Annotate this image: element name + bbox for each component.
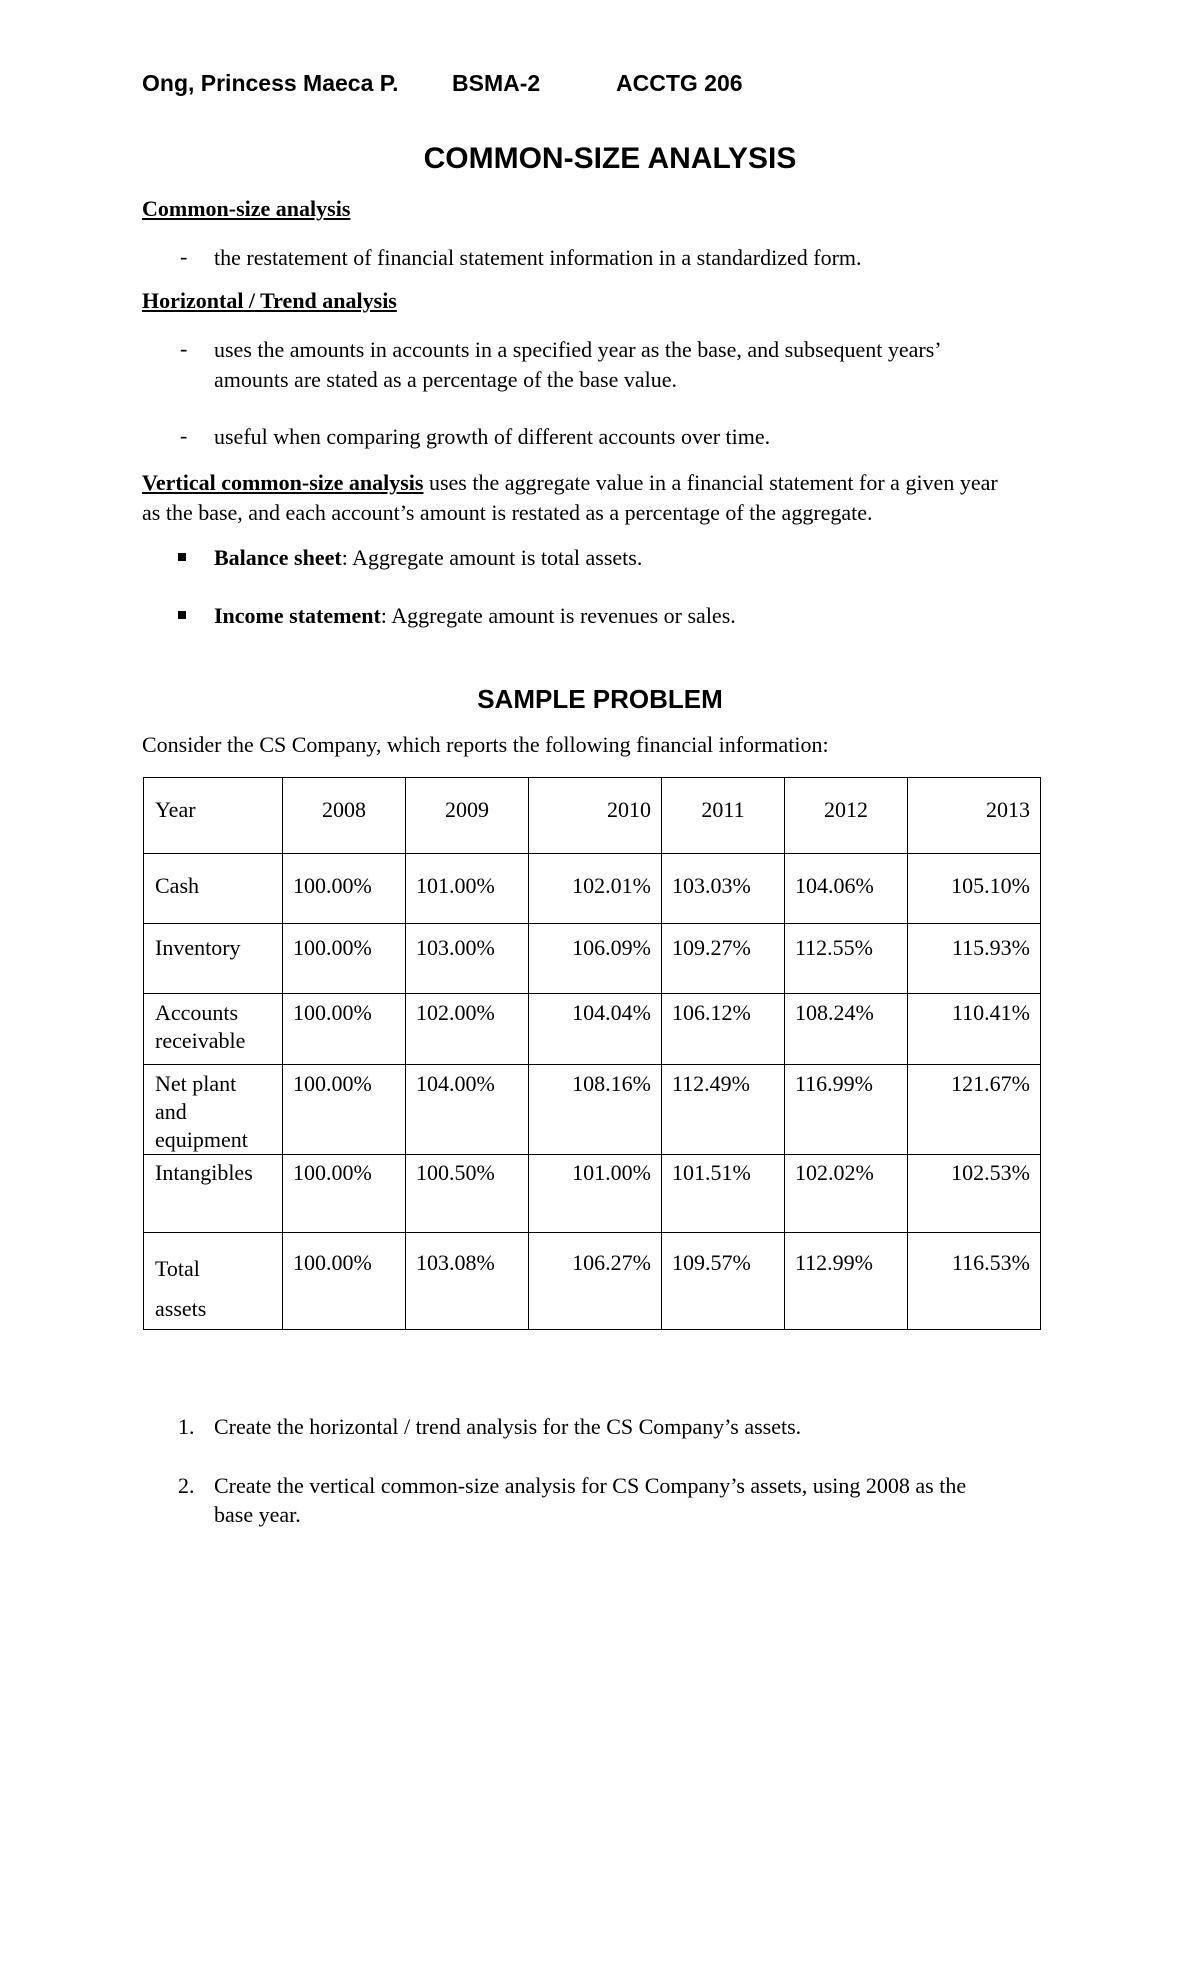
row-label: Intangibles bbox=[144, 1155, 283, 1233]
bullet-label: Income statement bbox=[214, 603, 381, 628]
table-row bbox=[144, 854, 1041, 924]
question-number: 2. bbox=[178, 1473, 195, 1498]
table-cell: 103.03% bbox=[662, 854, 785, 924]
table-header-cell: Year bbox=[144, 778, 283, 854]
question-1-text: Create the horizontal / trend analysis for the CS Company’s assets. bbox=[214, 1414, 802, 1439]
dash-marker: - bbox=[180, 244, 188, 269]
question-2-text-line-1: Create the vertical common-size analysis for CS Company’s assets, using 2008 as the bbox=[214, 1473, 967, 1498]
row-label: Accounts receivable bbox=[144, 994, 283, 1065]
table-cell: 112.55% bbox=[785, 924, 908, 994]
row-label: Cash bbox=[144, 854, 283, 924]
table-row bbox=[144, 924, 1041, 994]
table-row bbox=[144, 1155, 1041, 1233]
table-cell: 100.00% bbox=[283, 1233, 406, 1330]
table-header-cell: 2011 bbox=[662, 778, 785, 854]
table-cell: 100.00% bbox=[283, 994, 406, 1065]
vertical-heading: Vertical common-size analysis bbox=[142, 470, 424, 495]
table-cell: 115.93% bbox=[908, 924, 1041, 994]
table-cell: 108.16% bbox=[529, 1065, 662, 1155]
table-cell: 102.01% bbox=[529, 854, 662, 924]
page-title: COMMON-SIZE ANALYSIS bbox=[423, 142, 797, 175]
vertical-paragraph-line-1 bbox=[142, 468, 998, 497]
question-2-text-line-2: base year. bbox=[214, 1502, 301, 1527]
table-cell: 102.02% bbox=[785, 1155, 908, 1233]
row-label: Net plant and equipment bbox=[144, 1065, 283, 1155]
row-label: Total assets bbox=[144, 1233, 283, 1330]
table-row bbox=[144, 994, 1041, 1065]
horizontal-item-1-line-2: amounts are stated as a percentage of the base value. bbox=[214, 367, 678, 392]
table-cell: 116.53% bbox=[908, 1233, 1041, 1330]
table-cell: 106.27% bbox=[529, 1233, 662, 1330]
table-header-cell: 2008 bbox=[283, 778, 406, 854]
table-cell: 121.67% bbox=[908, 1065, 1041, 1155]
table-cell: 109.27% bbox=[662, 924, 785, 994]
table-header-cell: 2013 bbox=[908, 778, 1041, 854]
table-cell: 100.00% bbox=[283, 924, 406, 994]
table-cell: 100.00% bbox=[283, 1065, 406, 1155]
table-cell: 116.99% bbox=[785, 1065, 908, 1155]
table-cell: 104.04% bbox=[529, 994, 662, 1065]
bullet-text: : Aggregate amount is revenues or sales. bbox=[380, 603, 736, 628]
course-code: ACCTG 206 bbox=[616, 70, 743, 96]
table-header-cell: 2010 bbox=[529, 778, 662, 854]
table-row bbox=[144, 1233, 1041, 1330]
table-header-cell: 2012 bbox=[785, 778, 908, 854]
square-bullet-icon bbox=[178, 553, 186, 561]
sample-problem-title: SAMPLE PROBLEM bbox=[477, 684, 723, 714]
table-cell: 106.12% bbox=[662, 994, 785, 1065]
table-header-row bbox=[144, 778, 1041, 854]
student-section: BSMA-2 bbox=[452, 70, 541, 96]
table-cell: 102.00% bbox=[406, 994, 529, 1065]
horizontal-heading: Horizontal / Trend analysis bbox=[142, 288, 397, 313]
square-bullet-icon bbox=[178, 611, 186, 619]
bullet-label: Balance sheet bbox=[214, 545, 342, 570]
table-cell: 104.06% bbox=[785, 854, 908, 924]
dash-marker: - bbox=[180, 423, 188, 448]
table-cell: 110.41% bbox=[908, 994, 1041, 1065]
table-cell: 101.00% bbox=[406, 854, 529, 924]
table-cell: 103.00% bbox=[406, 924, 529, 994]
common-size-heading: Common-size analysis bbox=[142, 196, 351, 221]
question-number: 1. bbox=[178, 1414, 195, 1439]
table-cell: 100.00% bbox=[283, 1155, 406, 1233]
table-cell: 102.53% bbox=[908, 1155, 1041, 1233]
table-cell: 112.49% bbox=[662, 1065, 785, 1155]
row-label: Inventory bbox=[144, 924, 283, 994]
vertical-paragraph-line-2: as the base, and each account’s amount is restated as a percentage of the aggregate. bbox=[142, 500, 873, 525]
horizontal-item-1-line-1: uses the amounts in accounts in a specified year as the base, and subsequent years’ bbox=[214, 337, 942, 362]
bullet-text: : Aggregate amount is total assets. bbox=[341, 545, 643, 570]
table-header-cell: 2009 bbox=[406, 778, 529, 854]
table-cell: 103.08% bbox=[406, 1233, 529, 1330]
horizontal-item-2: useful when comparing growth of different accounts over time. bbox=[214, 424, 771, 449]
table-cell: 100.00% bbox=[283, 854, 406, 924]
sample-intro: Consider the CS Company, which reports the following financial information: bbox=[142, 732, 829, 757]
table-cell: 101.51% bbox=[662, 1155, 785, 1233]
common-size-definition: the restatement of financial statement information in a standardized form. bbox=[214, 245, 862, 270]
table-cell: 108.24% bbox=[785, 994, 908, 1065]
financial-data-table bbox=[143, 777, 1041, 1330]
bullet-balance-sheet bbox=[214, 543, 642, 572]
table-cell: 109.57% bbox=[662, 1233, 785, 1330]
table-cell: 104.00% bbox=[406, 1065, 529, 1155]
table-cell: 106.09% bbox=[529, 924, 662, 994]
table-cell: 112.99% bbox=[785, 1233, 908, 1330]
table-cell: 100.50% bbox=[406, 1155, 529, 1233]
bullet-income-statement bbox=[214, 601, 736, 630]
table-cell: 101.00% bbox=[529, 1155, 662, 1233]
vertical-text-1: uses the aggregate value in a financial statement for a given year bbox=[423, 470, 998, 495]
dash-marker: - bbox=[180, 336, 188, 361]
table-cell: 105.10% bbox=[908, 854, 1041, 924]
table-row bbox=[144, 1065, 1041, 1155]
student-name: Ong, Princess Maeca P. bbox=[142, 70, 399, 96]
